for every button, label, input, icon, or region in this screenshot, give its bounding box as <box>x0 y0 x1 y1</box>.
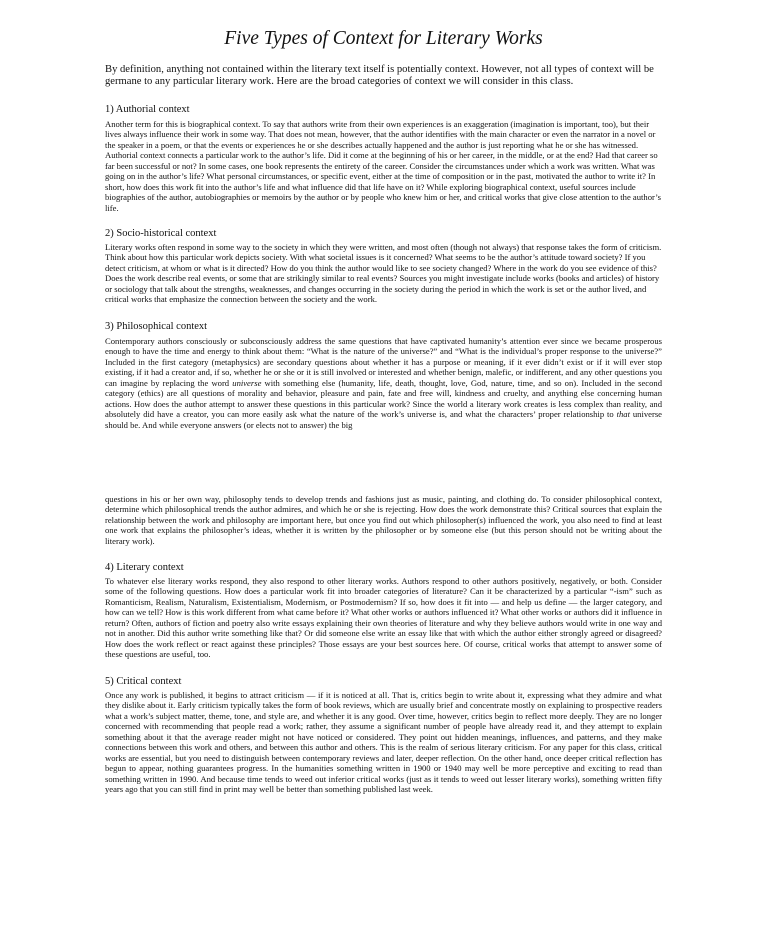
philosophical-text-b: with something else (humanity, life, death, thought, love, God, nature, time, and so on). Included in the second category (ethics) are all questions of morality and behavior, pleasure and pain, fate and free will, kindness and cruelty, and anything else concerning human actions. How does the author attempt to answer these questions in this particular work? Since the world a literary work creates is less complex than reality, and absolutely did have a creator, you can more easily ask what the nature of the work’s universe is, and what the characters’ proper relationship to <box>105 377 662 420</box>
section-heading-philosophical: 3) Philosophical context <box>105 321 208 332</box>
section-body-philosophical-part2: questions in his or her own way, philosophy tends to develop trends and fashions just as music, painting, and clothing do. To consider philosophical context, determine which philosophical trends the author admires, and which he or she is rejecting. How does the work demonstrate this? Critical sources that explain the relationship between the work and philosophy are important here, but once you find out which philosopher(s) influenced the work, you also need to find at least one work that explains the philosopher’s ideas, whether it is written by the philosopher or by someone else (but this person should not be writing about the literary work). <box>105 494 662 546</box>
philosophical-emphasis-that: that <box>616 409 630 420</box>
section-heading-critical: 5) Critical context <box>105 676 182 687</box>
section-heading-socio-historical: 2) Socio-historical context <box>105 228 217 239</box>
philosophical-emphasis-universe: universe <box>232 377 262 388</box>
section-heading-authorial: 1) Authorial context <box>105 104 190 115</box>
section-body-socio-historical: Literary works often respond in some way to the society in which they were written, and most often (though not always) that response takes the form of criticism. Think about how this particular work depicts society. With what societal issues is it concerned? What seems to be the author’s attitude toward society? If you detect criticism, at whom or what is it directed? How do you think the author would like to see society changed? Where in the work do you see evidence of this? Does the work describe real events, or some that are strikingly similar to real events? Sources you might investigate include works (books and articles) of history or sociology that talk about the strengths, weaknesses, and changes occurring in the society during the period in which the work is set or the author lived, and critical works that emphasize the connection between the society and the work. <box>105 242 662 305</box>
section-body-philosophical-part1 <box>105 336 662 430</box>
philosophical-text-a: Contemporary authors consciously or subconsciously address the same questions that have captivated humanity’s attention ever since we became prosperous enough to have the time and energy to think about them: “What is the nature of the universe?” and “What is the individual’s proper response to the universe?” Included in the first category (metaphysics) are secondary questions about whether it has a purpose or meaning, if it ever didn’t exist or if it will ever stop existing, if it had a creator and, if so, whether he or she or it is still involved or interested and whether benign, malefic, or indifferent, and any other questions you can imagine by replacing the word <box>105 336 662 388</box>
section-body-authorial: Another term for this is biographical context. To say that authors write from their own experiences is an exaggeration (imagination is important, too), but their lives always influence their work in some way. That does not mean, however, that the author identifies with the main character or even the narrator in a novel or the speaker in a poem, or that the events or experiences he or she describes actually happened and the author is just reporting what he or she has witnessed. Authorial context connects a particular work to the author’s life. Did it come at the beginning of his or her career, in the middle, or at the end? Had that career so far been successful or not? In some cases, one book represents the entirety of the career. Consider the circumstances under which a work was written. What was going on in the author’s life? What personal circumstances, or specific event, either at the time of composition or in the past, motivated the author to write it? In short, how does this work fit into the author’s life and what influence did that life have on it? While exploring biographical context, useful sources include biographies of the author, autobiographies or memoirs by the author or by people who knew him or her, and critical works that give close attention to the author’s life. <box>105 119 661 213</box>
section-body-critical: Once any work is published, it begins to attract criticism — if it is noticed at all. That is, critics begin to write about it, expressing what they admire and what they dislike about it. Early criticism typically takes the form of book reviews, which are usually brief and concentrate mostly on explaining to prospective readers what a work’s subject matter, theme, tone, and style are, and whether it is any good. Over time, however, critics begin to reflect more deeply. They are no longer concerned with recommending that people read a work; rather, they assume a significant number of people have already read it, and they attempt to explain something about it that the average reader might not have noticed or considered. They point out hidden meanings, influences, and patterns, and they make connections between this work and others, and between this author and others. This is the realm of serious literary criticism. For any paper for this class, critical works are essential, but you need to distinguish between contemporary reviews and later, deeper reflection. On the other hand, once deeper critical reflection has begun to appear, nothing guarantees progress. In the humanities something written in 1900 or 1940 may well be more perceptive and exciting to read than something written in 1990. And because time tends to weed out inferior critical works (just as it tends to weed out lesser literary works), something written fifty years ago that you can still find in print may well be better than something published last week. <box>105 690 662 795</box>
section-body-literary: To whatever else literary works respond, they also respond to other literary works. Authors respond to other authors positively, negatively, or both. Consider some of the following questions. How does a particular work fit into broader categories of literature? Can it be characterized by a particular “-ism” such as Romanticism, Realism, Naturalism, Existentialism, Modernism, or Postmodernism? If so, how does it fit into — and help us define — the larger category, and how can we tell? How is this work different from what came before it? What other works or authors influenced it? What other works or authors did it influence in return? Often, authors of fiction and poetry also write essays explaining their own theories of literature and why they believe authors would write in one way and not in another. Did this author write something like that? Or did someone else write an essay like that with which the author either strongly agreed or disagreed? How does the work reflect or react against these principles? Those essays are your best sources here. Of course, critical works that attempt to answer some of these questions are useful, too. <box>105 576 662 660</box>
document-title: Five Types of Context for Literary Works <box>224 28 543 49</box>
section-heading-literary: 4) Literary context <box>105 562 184 573</box>
philosophical-text-c: universe should be. And while everyone answers (or elects not to answer) the big <box>105 409 663 430</box>
intro-paragraph: By definition, anything not contained within the literary text itself is potentially context. However, not all types of context will be germane to any particular literary work. Here are the broad categories of context we will consider in this class. <box>105 64 654 88</box>
